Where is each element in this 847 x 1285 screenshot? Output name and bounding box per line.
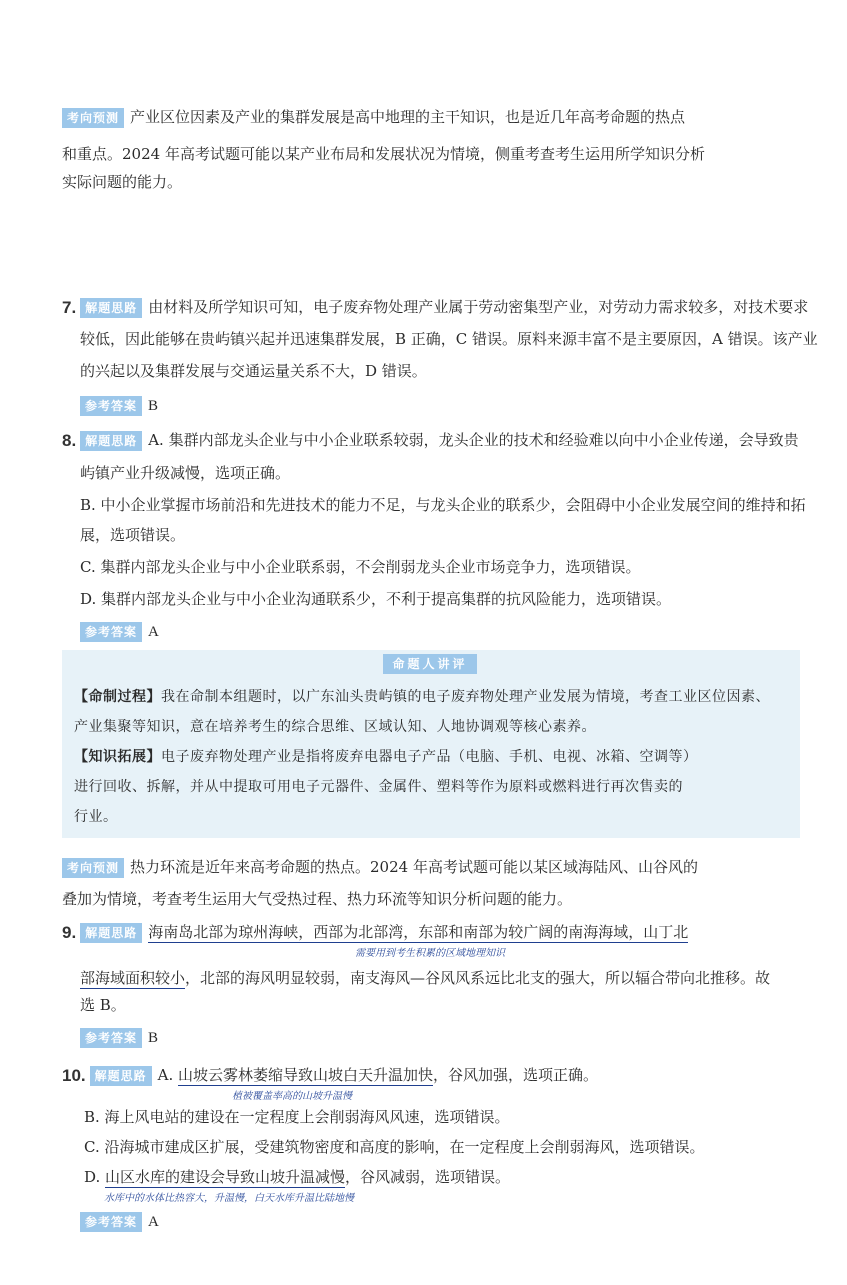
q7-line2: 较低，因此能够在贵屿镇兴起并迅速集群发展，B 正确，C 错误。原料来源丰富不是主要原因，A 错误。该产业 xyxy=(80,330,818,348)
q8-number: 8. xyxy=(62,431,77,450)
q10-option-a-underlined: 山坡云雾林萎缩导致山坡白天升温加快 xyxy=(178,1066,434,1084)
q10-option-b: B. 海上风电站的建设在一定程度上会削弱海风风速，选项错误。 xyxy=(84,1108,510,1126)
q7-number: 7. xyxy=(62,298,77,317)
approach-tag: 解题思路 xyxy=(90,1066,152,1086)
knowledge-label: 【知识拓展】 xyxy=(74,749,161,765)
answer-tag: 参考答案 xyxy=(80,1028,142,1048)
q7-answer: B xyxy=(148,398,159,414)
process-label: 【命制过程】 xyxy=(74,689,161,705)
q10-option-d-text: ，谷风减弱，选项错误。 xyxy=(345,1168,511,1186)
q9-line3: 选 B。 xyxy=(80,996,126,1014)
q9-text-2-underlined: 部海域面积较小 xyxy=(80,969,186,987)
q9-answer-row xyxy=(80,1026,158,1049)
process-text-1: 我在命制本组题时，以广东汕头贵屿镇的电子废弃物处理产业发展为情境，考查工业区位因素、 xyxy=(161,689,770,705)
forecast2-line2: 叠加为情境，考查考生运用大气受热过程、热力环流等知识分析问题的能力。 xyxy=(62,890,573,908)
q9-text-2: ，北部的海风明显较弱，南支海风—谷风风系远比北支的强大，所以辐合带向北推移。故 xyxy=(185,969,771,987)
q10-option-d xyxy=(84,1166,510,1188)
q10-answer: A xyxy=(148,1214,159,1230)
answer-tag: 参考答案 xyxy=(80,622,142,642)
q8-option-a-1: A. 集群内部龙头企业与中小企业联系较弱，龙头企业的技术和经验难以向中小企业传递，会导致贵 xyxy=(148,431,799,449)
commentary-knowledge-line3: 行业。 xyxy=(74,809,118,825)
forecast-tag: 考向预测 xyxy=(62,858,124,878)
commentary-box xyxy=(62,650,800,838)
q8-answer: A xyxy=(148,624,159,640)
approach-tag: 解题思路 xyxy=(80,298,142,318)
forecast1-text-1: 产业区位因素及产业的集群发展是高中地理的主干知识，也是近几年高考命题的热点 xyxy=(130,108,686,126)
approach-tag: 解题思路 xyxy=(80,923,142,943)
q10-handwritten-note-d: 水库中的水体比热容大，升温慢，白天水库升温比陆地慢 xyxy=(104,1193,354,1204)
commentary-knowledge-line1 xyxy=(74,746,698,768)
forecast2-line1 xyxy=(62,856,698,878)
commentary-title: 命题人讲评 xyxy=(383,654,477,674)
commentary-process-line1 xyxy=(74,686,770,708)
q7-line3: 的兴起以及集群发展与交通运量关系不大，D 错误。 xyxy=(80,362,427,380)
q8-option-c: C. 集群内部龙头企业与中小企业联系弱，不会削弱龙头企业市场竞争力，选项错误。 xyxy=(80,558,641,576)
q8-line1 xyxy=(62,429,799,452)
q8-option-b-1: B. 中小企业掌握市场前沿和先进技术的能力不足，与龙头企业的联系少，会阻碍中小企业发展空间的维持和拓 xyxy=(80,496,806,514)
q9-handwritten-note: 需要用到考生积累的区域地理知识 xyxy=(355,948,505,959)
q7-answer-row xyxy=(80,394,158,417)
approach-tag: 解题思路 xyxy=(80,431,142,451)
q10-line1 xyxy=(62,1064,598,1087)
q8-option-b-2: 展，选项错误。 xyxy=(80,526,186,544)
q8-option-a-2: 屿镇产业升级减慢，选项正确。 xyxy=(80,464,291,482)
knowledge-text-1: 电子废弃物处理产业是指将废弃电器电子产品（电脑、手机、电视、冰箱、空调等） xyxy=(161,749,698,765)
forecast1-line2: 和重点。2024 年高考试题可能以某产业布局和发展状况为情境，侧重考查考生运用所学知识分析 xyxy=(62,145,705,163)
q10-option-d-prefix: D. xyxy=(84,1168,106,1186)
answer-tag: 参考答案 xyxy=(80,1212,142,1232)
commentary-knowledge-line2: 进行回收、拆解，并从中提取可用电子元器件、金属件、塑料等作为原料或燃料进行再次售卖的 xyxy=(74,779,683,795)
q10-handwritten-note-a: 植被覆盖率高的山坡升温慢 xyxy=(232,1091,352,1102)
q8-answer-row xyxy=(80,620,159,643)
q7-text-1: 由材料及所学知识可知，电子废弃物处理产业属于劳动密集型产业，对劳动力需求较多，对技术要求 xyxy=(148,298,809,316)
answer-tag: 参考答案 xyxy=(80,396,142,416)
q9-answer: B xyxy=(148,1030,159,1046)
forecast1-line1 xyxy=(62,106,685,128)
q10-option-a-prefix: A. xyxy=(157,1066,179,1084)
q10-option-c: C. 沿海城市建成区扩展，受建筑物密度和高度的影响，在一定程度上会削弱海风，选项错误。 xyxy=(84,1138,705,1156)
q9-line2 xyxy=(80,967,770,989)
q7-line1 xyxy=(62,296,808,319)
forecast2-text-1: 热力环流是近年来高考命题的热点。2024 年高考试题可能以某区域海陆风、山谷风的 xyxy=(130,858,698,876)
q10-answer-row xyxy=(80,1210,159,1233)
forecast1-line3: 实际问题的能力。 xyxy=(62,173,183,191)
q9-text-1: 海南岛北部为琼州海峡，西部为北部湾，东部和南部为较广阔的南海海域，山丁北 xyxy=(148,923,689,941)
q10-number: 10. xyxy=(62,1066,86,1085)
forecast-tag: 考向预测 xyxy=(62,108,124,128)
q8-option-d: D. 集群内部龙头企业与中小企业沟通联系少，不利于提高集群的抗风险能力，选项错误。 xyxy=(80,590,672,608)
q9-number: 9. xyxy=(62,923,77,942)
q10-option-d-underlined: 山区水库的建设会导致山坡升温减慢 xyxy=(105,1168,346,1186)
q9-line1 xyxy=(62,921,688,944)
q10-option-a-text: ，谷风加强，选项正确。 xyxy=(433,1066,599,1084)
commentary-process-line2: 产业集聚等知识，意在培养考生的综合思维、区域认知、人地协调观等核心素养。 xyxy=(74,719,596,735)
